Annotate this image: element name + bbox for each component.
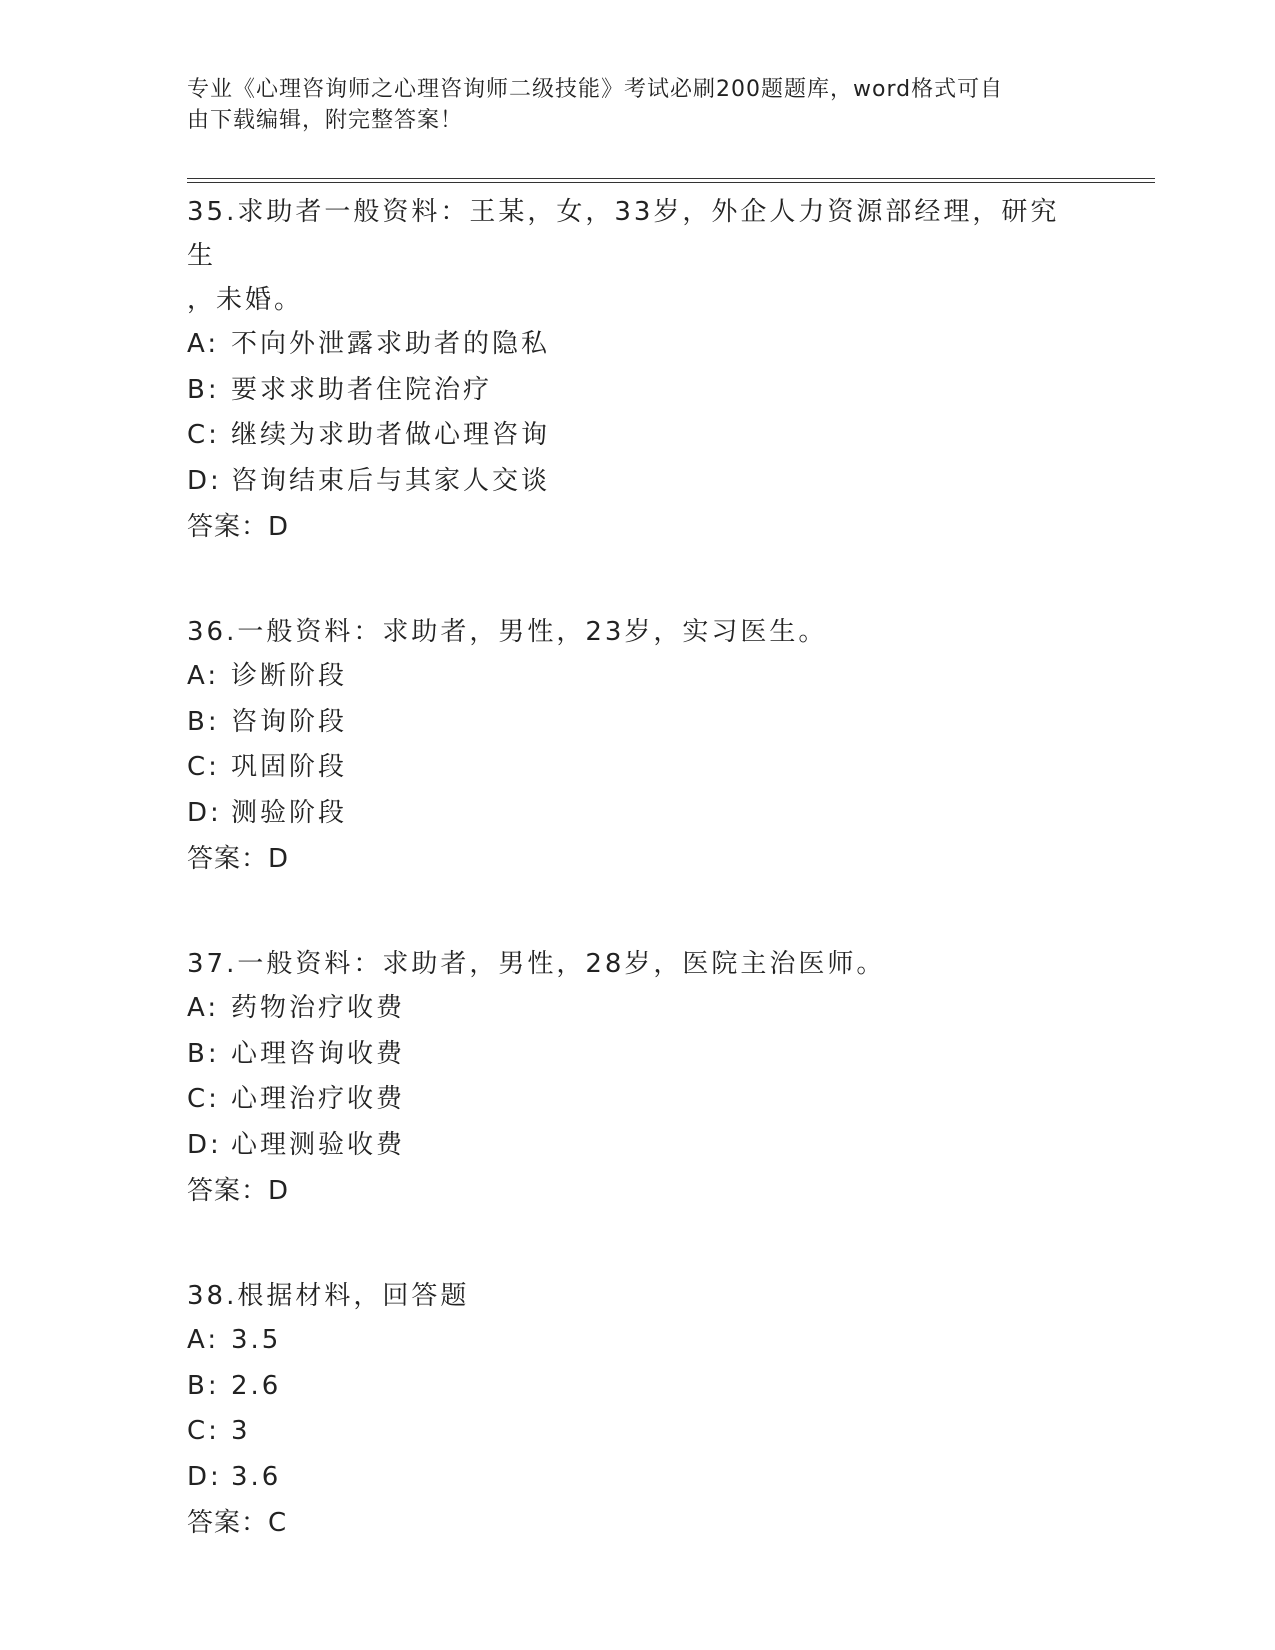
question-37	[187, 942, 1087, 1214]
question-stem-continued: ，未婚。	[187, 285, 304, 315]
option-text: 咨询结束后与其家人交谈	[231, 465, 551, 496]
header-divider-bottom	[187, 182, 1155, 183]
answer-line: 答案：D	[187, 512, 290, 542]
question-stem: 36.一般资料：求助者，男性，23岁，实习医生。	[187, 617, 828, 647]
question-36	[187, 610, 1087, 882]
header-line-1: 专业《心理咨询师之心理咨询师二级技能》考试必刷200题题库，word格式可自	[187, 77, 1004, 102]
option-label: C:	[187, 420, 220, 450]
question-stem: 35.求助者一般资料：王某，女，33岁，外企人力资源部经理，研究生	[187, 197, 1060, 271]
answer-line: 答案：C	[187, 1508, 288, 1538]
option-text: 诊断阶段	[231, 661, 348, 691]
option-text: 心理治疗收费	[231, 1084, 406, 1114]
option-text: 心理咨询收费	[231, 1038, 406, 1069]
option-label: A:	[187, 1325, 220, 1355]
option-c	[187, 1077, 1087, 1123]
option-text: 心理测验收费	[231, 1129, 406, 1160]
option-d	[187, 1123, 1087, 1169]
header-line-2: 由下载编辑，附完整答案！	[187, 108, 464, 133]
option-label: B:	[187, 1370, 220, 1401]
option-label: C:	[187, 1084, 220, 1114]
question-stem: 37.一般资料：求助者，男性，28岁，医院主治医师。	[187, 949, 886, 979]
option-text: 药物治疗收费	[231, 993, 406, 1023]
option-c	[187, 1409, 1087, 1455]
option-label: B:	[187, 706, 220, 737]
option-a	[187, 1318, 1087, 1364]
option-text: 不向外泄露求助者的隐私	[231, 329, 551, 359]
document-header	[187, 74, 1067, 136]
option-a	[187, 986, 1087, 1032]
option-a	[187, 322, 1087, 368]
question-list	[187, 190, 1087, 1546]
option-text: 3.6	[231, 1461, 282, 1492]
option-text: 测验阶段	[231, 797, 348, 828]
option-d	[187, 459, 1087, 505]
option-c	[187, 413, 1087, 459]
option-label: B:	[187, 374, 220, 405]
option-label: A:	[187, 329, 220, 359]
option-a	[187, 654, 1087, 700]
option-text: 2.6	[231, 1370, 282, 1401]
option-label: D:	[187, 1129, 222, 1160]
option-label: C:	[187, 752, 220, 782]
answer-line: 答案：D	[187, 844, 290, 874]
option-label: D:	[187, 797, 222, 828]
option-label: D:	[187, 465, 222, 496]
option-c	[187, 745, 1087, 791]
option-text: 巩固阶段	[231, 752, 348, 782]
option-text: 继续为求助者做心理咨询	[231, 420, 551, 450]
answer-line: 答案：D	[187, 1176, 290, 1206]
question-35	[187, 190, 1087, 550]
option-label: A:	[187, 661, 220, 691]
header-divider-top	[187, 178, 1155, 179]
option-text: 要求求助者住院治疗	[231, 374, 493, 405]
option-b	[187, 1032, 1087, 1078]
option-b	[187, 1364, 1087, 1410]
option-b	[187, 368, 1087, 414]
option-label: C:	[187, 1416, 220, 1446]
option-b	[187, 700, 1087, 746]
option-label: D:	[187, 1461, 222, 1492]
option-d	[187, 791, 1087, 837]
option-label: A:	[187, 993, 220, 1023]
question-stem: 38.根据材料，回答题	[187, 1281, 470, 1311]
option-label: B:	[187, 1038, 220, 1069]
option-text: 3	[231, 1416, 251, 1446]
option-text: 咨询阶段	[231, 706, 348, 737]
option-text: 3.5	[231, 1325, 282, 1355]
option-d	[187, 1455, 1087, 1501]
question-38	[187, 1274, 1087, 1546]
